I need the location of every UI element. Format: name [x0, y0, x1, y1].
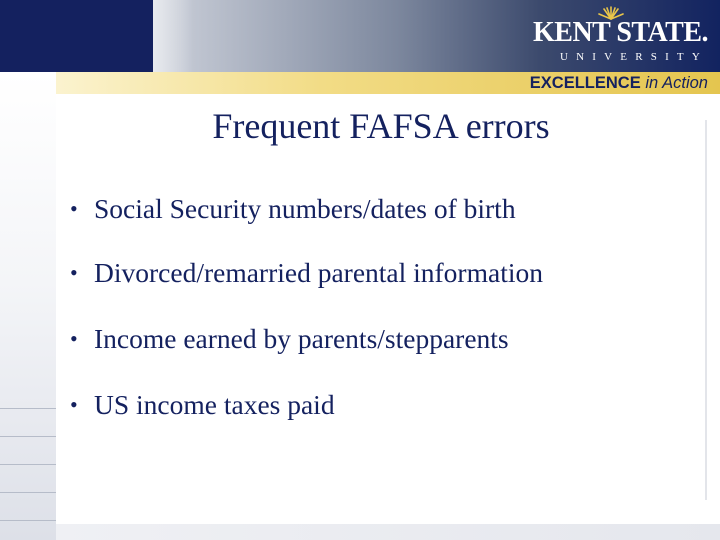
logo-wordmark: KENT STATE.	[532, 17, 708, 48]
bullet-item	[70, 388, 700, 422]
right-vertical-rule	[705, 120, 707, 500]
left-rule	[0, 520, 56, 521]
header-navy-block	[0, 0, 153, 72]
bullet-marker: •	[70, 260, 78, 285]
tagline-bar	[56, 72, 720, 94]
bullet-item	[70, 322, 700, 356]
left-rule	[0, 436, 56, 437]
bullet-text: Social Security numbers/dates of birth	[94, 193, 516, 224]
left-decorative-bar	[0, 72, 56, 540]
logo-subtitle: UNIVERSITY	[560, 51, 708, 63]
bullet-text: Income earned by parents/stepparents	[94, 323, 509, 354]
bullet-marker: •	[70, 196, 78, 221]
tagline-emphasis: in Action	[645, 74, 708, 92]
left-rule	[0, 492, 56, 493]
bullet-text: US income taxes paid	[94, 389, 335, 420]
header-light-block	[153, 0, 193, 72]
left-rule	[0, 464, 56, 465]
left-rule	[0, 408, 56, 409]
bottom-strip	[56, 524, 720, 540]
bullet-marker: •	[70, 392, 78, 417]
bullet-item	[70, 192, 700, 226]
tagline	[530, 73, 708, 93]
bullet-text: Divorced/remarried parental information	[94, 257, 543, 288]
bullet-item	[70, 256, 700, 290]
tagline-strong: EXCELLENCE	[529, 74, 641, 92]
bullet-marker: •	[70, 326, 78, 351]
slide-title: Frequent FAFSA errors	[212, 106, 550, 146]
header-band	[0, 0, 720, 72]
kent-state-logo	[523, 6, 708, 66]
